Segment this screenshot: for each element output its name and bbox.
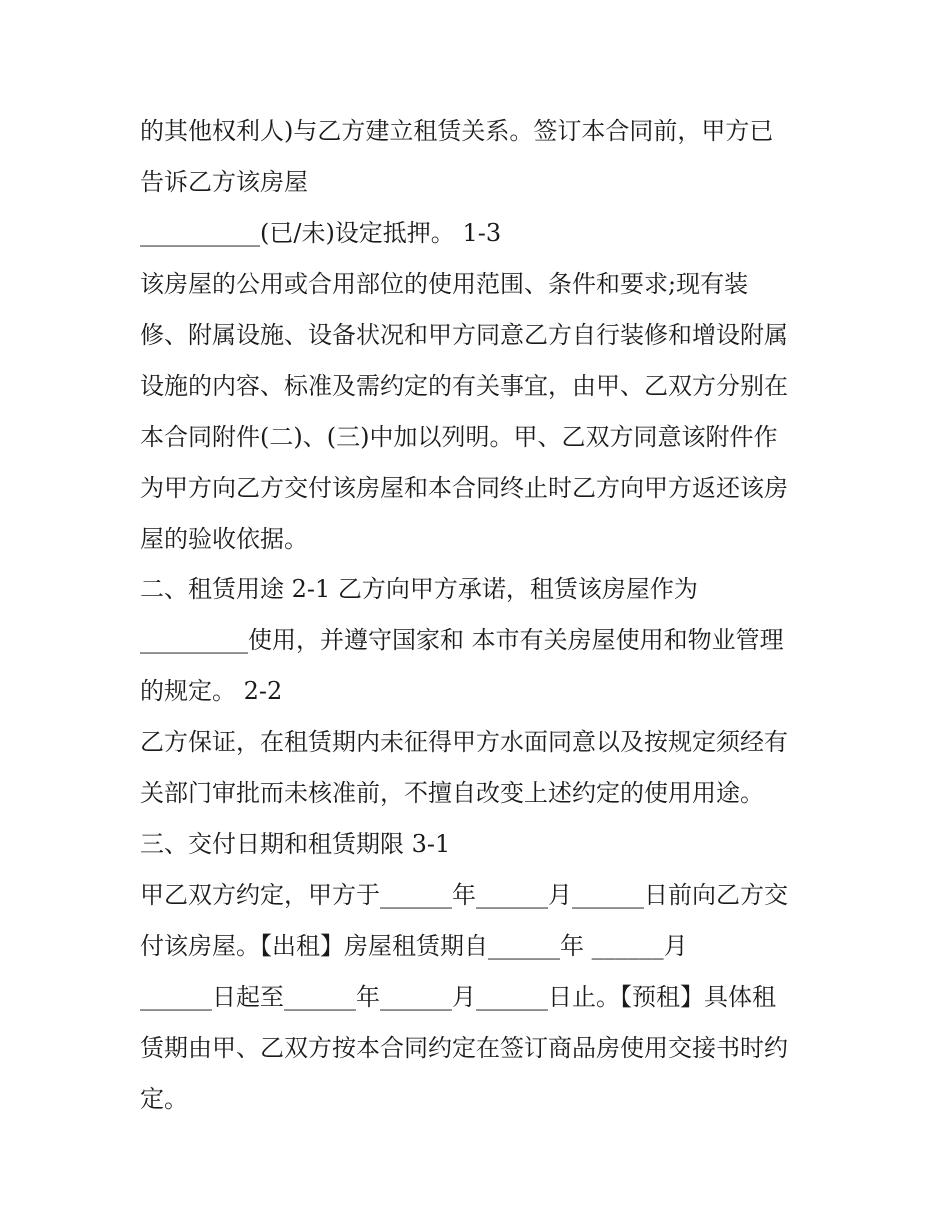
text-line: 为甲方向乙方交付该房屋和本合同终止时乙方向甲方返还该房	[140, 473, 788, 502]
text-line: 赁期由甲、乙双方按本合同约定在签订商品房使用交接书时约	[140, 1033, 788, 1062]
text-line: 的其他权利人)与乙方建立租赁关系。签订本合同前，甲方已	[140, 117, 774, 145]
text-line: _________使用，并遵守国家和 本市有关房屋使用和物业管理	[140, 626, 784, 655]
text-line: 修、附属设施、设备状况和甲方同意乙方自行装修和增设附属	[140, 320, 788, 349]
text-line: 的规定。 2-2	[140, 677, 283, 706]
text-line: 关部门审批而未核准前，不擅自改变上述约定的使用用途。	[140, 779, 764, 808]
text-line: 该房屋的公用或合用部位的使用范围、条件和要求;现有装	[140, 269, 749, 298]
section-heading-line: 二、租赁用途 2-1 乙方向甲方承诺，租赁该房屋作为	[140, 575, 698, 604]
text-line: 甲乙双方约定，甲方于______年______月______日前向乙方交	[140, 881, 788, 910]
text-line: ______日起至______年______月______日止。【预租】具体租	[140, 982, 776, 1011]
text-line: 屋的验收依据。	[140, 524, 308, 553]
text-line: 本合同附件(二)、(三)中加以列明。甲、乙双方同意该附件作	[140, 422, 778, 451]
contract-text	[140, 106, 820, 1125]
text-line: __________(已/未)设定抵押。 1-3	[140, 218, 502, 247]
text-line: 付该房屋。【出租】房屋租赁期自______年 ______月	[140, 932, 688, 960]
text-line: 定。	[140, 1084, 188, 1113]
text-line: 设施的内容、标准及需约定的有关事宜，由甲、乙双方分别在	[140, 371, 788, 400]
section-heading-line: 三、交付日期和租赁期限 3-1	[140, 830, 451, 859]
text-line: 告诉乙方该房屋	[140, 167, 308, 196]
text-line: 乙方保证，在租赁期内未征得甲方水面同意以及按规定须经有	[140, 728, 788, 757]
